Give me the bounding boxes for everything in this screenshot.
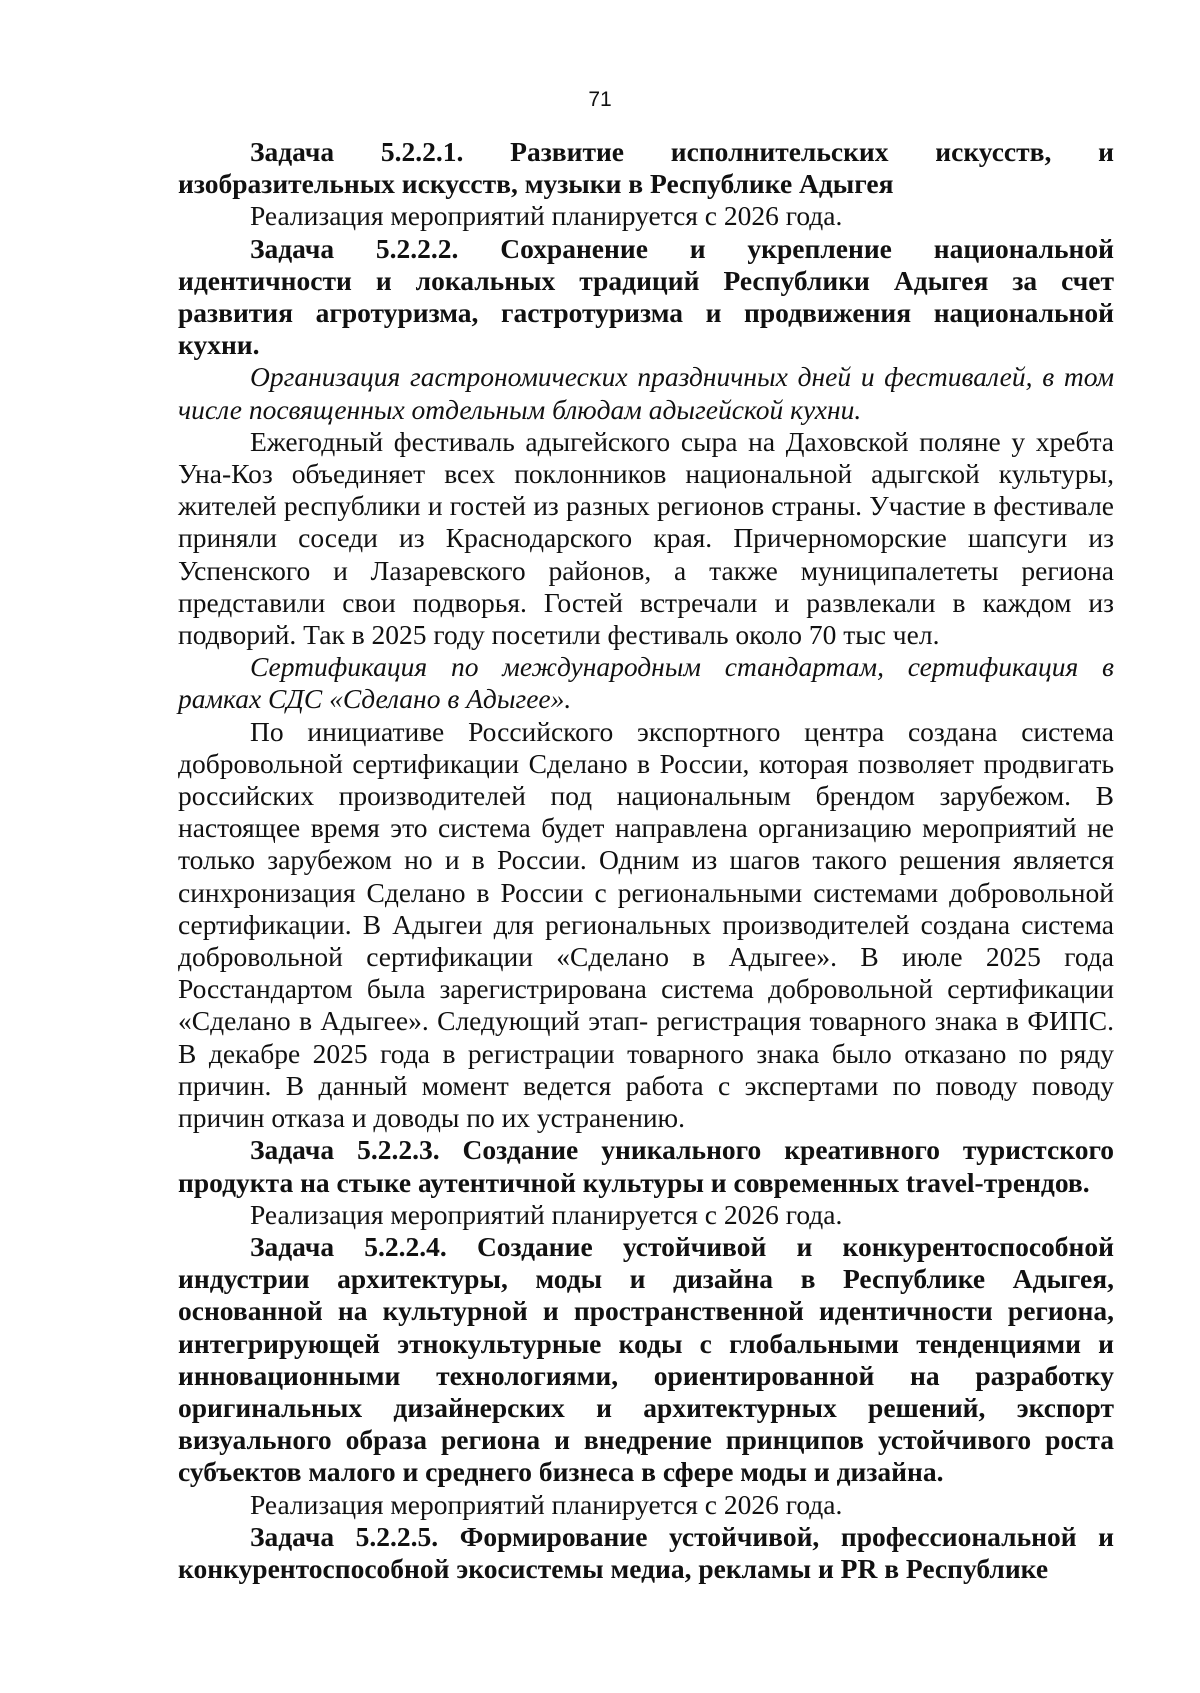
task-5-2-2-4-status: Реализация мероприятий планируется с 2026 года. xyxy=(250,1488,843,1520)
gastro-events-subheading: Организация гастрономических праздничных дней и фестивалей, в том числе посвященных отдельным блюдам адыгейской кухни. xyxy=(178,361,1114,425)
task-5-2-2-4-heading: Задача 5.2.2.4. Создание устойчивой и конкурентоспособной индустрии архитектуры, моды и дизайна в Республике Адыгея, основанной на культурной и пространственной идентичности региона, интегрирующей этнокультурные коды с глобальными тенденциями и инновационными технологиями, ориентированной на разработку оригинальных дизайнерских и архитектурных решений, экспорт визуального образа региона и внедрение принципов устойчивого роста субъектов малого и среднего бизнеса в сфере моды и дизайна. xyxy=(178,1230,1114,1488)
task-5-2-2-1-heading: Задача 5.2.2.1. Развитие исполнительских искусств, и изобразительных искусств, музыки в Республике Адыгея xyxy=(178,136,1114,200)
cheese-festival-paragraph: Ежегодный фестиваль адыгейского сыра на Даховской поляне у хребта Уна-Коз объединяет всех поклонников национальной адыгской культуры, жителей республики и гостей из разных регионов страны. Участие в фестивале приняли соседи из Краснодарского края. Причерноморские шапсуги из Успенского и Лазаревского районов, а также муниципалететы региона представили свои подворья. Гостей встречали и развлекали в каждом из подворий. Так в 2025 году посетили фестиваль около 70 тыс чел. xyxy=(178,425,1114,651)
task-5-2-2-3-status: Реализация мероприятий планируется с 2026 года. xyxy=(250,1198,843,1230)
document-body xyxy=(178,136,1114,1585)
task-5-2-2-1-status: Реализация мероприятий планируется с 2026 года. xyxy=(250,200,843,232)
certification-subheading: Сертификация по международным стандартам, сертификация в рамках СДС «Сделано в Адыгее». xyxy=(178,651,1114,715)
task-5-2-2-2-heading: Задача 5.2.2.2. Сохранение и укрепление национальной идентичности и локальных традиций Республики Адыгея за счет развития агротуризма, гастротуризма и продвижения национальной кухни. xyxy=(178,232,1114,361)
certification-paragraph: По инициативе Российского экспортного центра создана система добровольной сертификации Сделано в России, которая позволяет продвигать российских производителей под национальным брендом зарубежом. В настоящее время это система будет направлена организацию мероприятий не только зарубежом но и в России. Одним из шагов такого решения является синхронизация Сделано в России с региональными системами добровольной сертификации. В Адыгеи для региональных производителей создана система добровольной сертификации «Сделано в Адыгее». В июле 2025 года Росстандартом была зарегистрирована система добровольной сертификации «Сделано в Адыгее». Следующий этап- регистрация товарного знака в ФИПС. В декабре 2025 года в регистрации товарного знака было отказано по ряду причин. В данный момент ведется работа с экспертами по поводу поводу причин отказа и доводы по их устранению. xyxy=(178,715,1114,1134)
task-5-2-2-5-heading: Задача 5.2.2.5. Формирование устойчивой, профессиональной и конкурентоспособной экосистемы медиа, рекламы и PR в Республике xyxy=(178,1520,1114,1584)
page-number: 71 xyxy=(588,88,612,111)
task-5-2-2-3-heading: Задача 5.2.2.3. Создание уникального креативного туристского продукта на стыке аутентичной культуры и современных travel-трендов. xyxy=(178,1134,1114,1198)
